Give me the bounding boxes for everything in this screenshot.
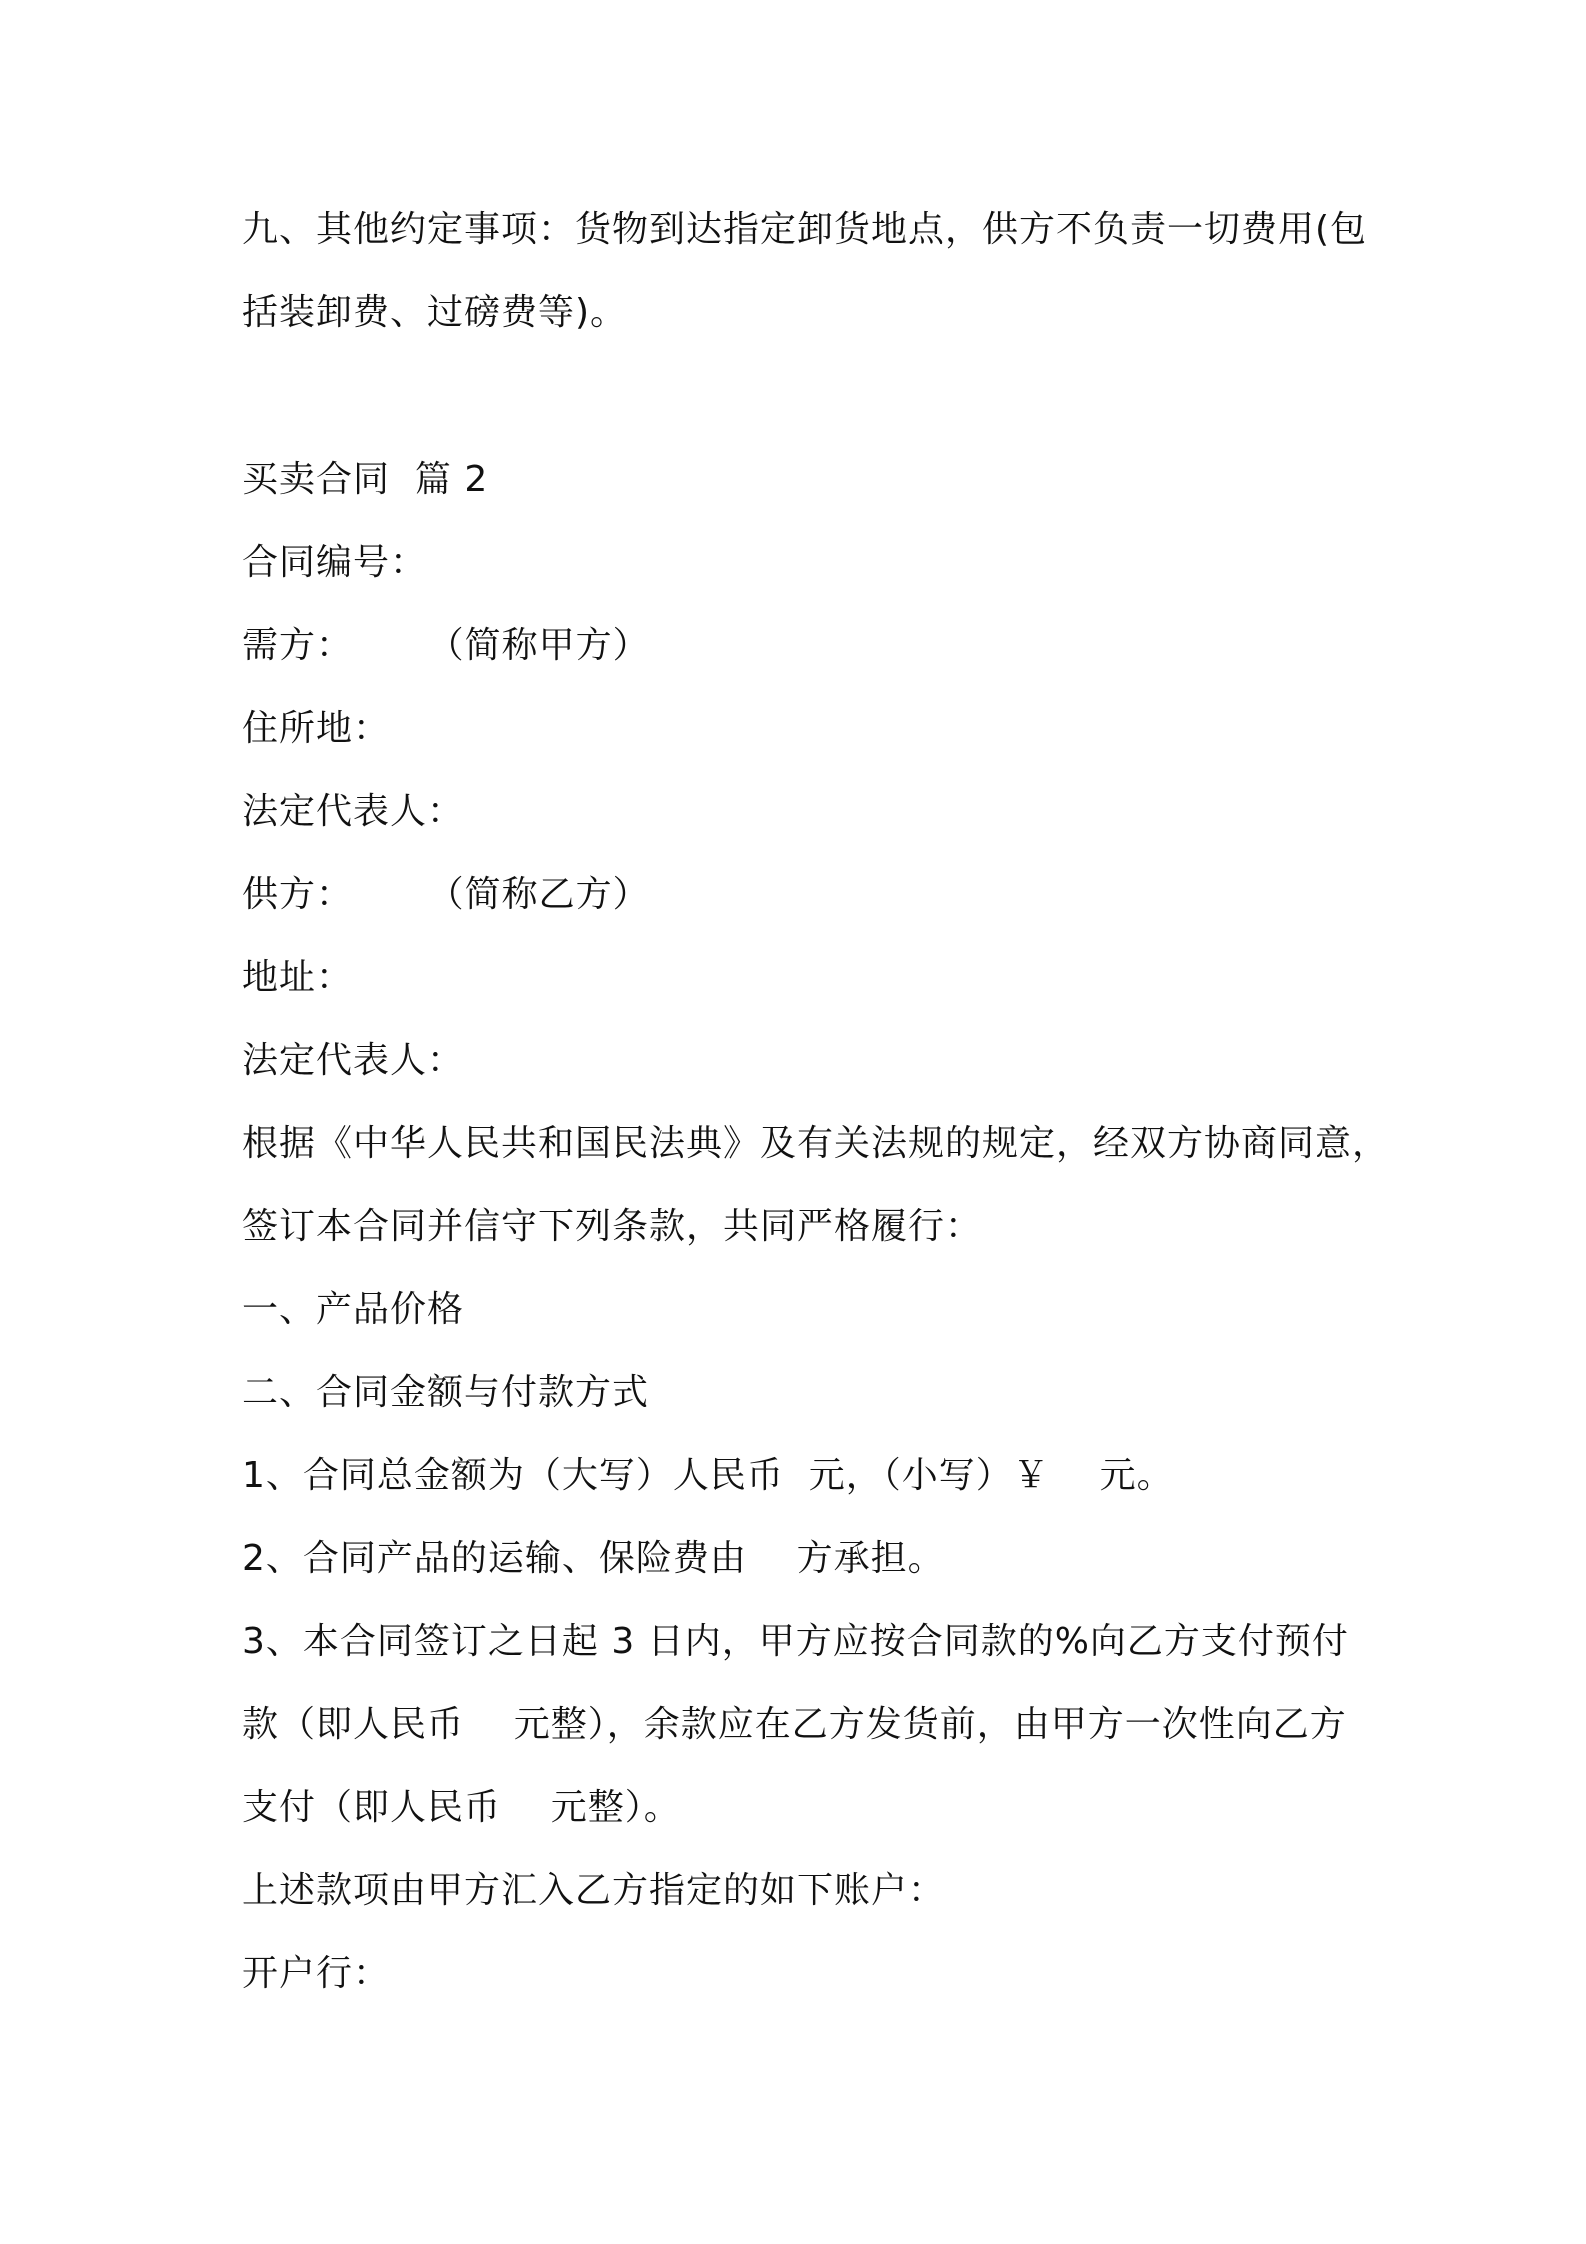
bank-label: 开户行：: [242, 1953, 391, 1994]
preamble-line-2: 签订本合同并信守下列条款，共同严格履行：: [242, 1206, 983, 1247]
seller-representative-label: 法定代表人：: [242, 1040, 465, 1081]
seller-label: 供方： （简称乙方）: [242, 874, 650, 915]
clause-2-item-3-line-2: 款（即人民币 元整），余款应在乙方发货前，由甲方一次性向乙方: [242, 1704, 1347, 1745]
buyer-address-label: 住所地：: [242, 708, 391, 749]
preamble-line-1: 根据《中华人民共和国民法典》及有关法规的规定，经双方协商同意，: [242, 1123, 1390, 1164]
clause-2-item-3-line-3: 支付（即人民币 元整）。: [242, 1787, 681, 1828]
buyer-label: 需方： （简称甲方）: [242, 625, 650, 666]
buyer-representative-label: 法定代表人：: [242, 791, 465, 832]
clause-2-heading: 二、合同金额与付款方式: [242, 1372, 650, 1413]
clause-9-line-2: 括装卸费、过磅费等)。: [242, 292, 628, 333]
contract-number-label: 合同编号：: [242, 542, 428, 583]
clause-1-heading: 一、产品价格: [242, 1289, 465, 1330]
section-title: 买卖合同 篇 2: [242, 459, 489, 500]
payment-account-intro: 上述款项由甲方汇入乙方指定的如下账户：: [242, 1870, 946, 1911]
seller-address-label: 地址：: [242, 957, 354, 998]
clause-9-line-1: 九、其他约定事项：货物到达指定卸货地点，供方不负责一切费用(包: [242, 209, 1368, 250]
clause-2-item-1: 1、合同总金额为（大写）人民币 元，（小写）￥ 元。: [242, 1455, 1174, 1496]
clause-2-item-3-line-1: 3、本合同签订之日起 3 日内，甲方应按合同款的%向乙方支付预付: [242, 1621, 1349, 1662]
clause-2-item-2: 2、合同产品的运输、保险费由 方承担。: [242, 1538, 945, 1579]
